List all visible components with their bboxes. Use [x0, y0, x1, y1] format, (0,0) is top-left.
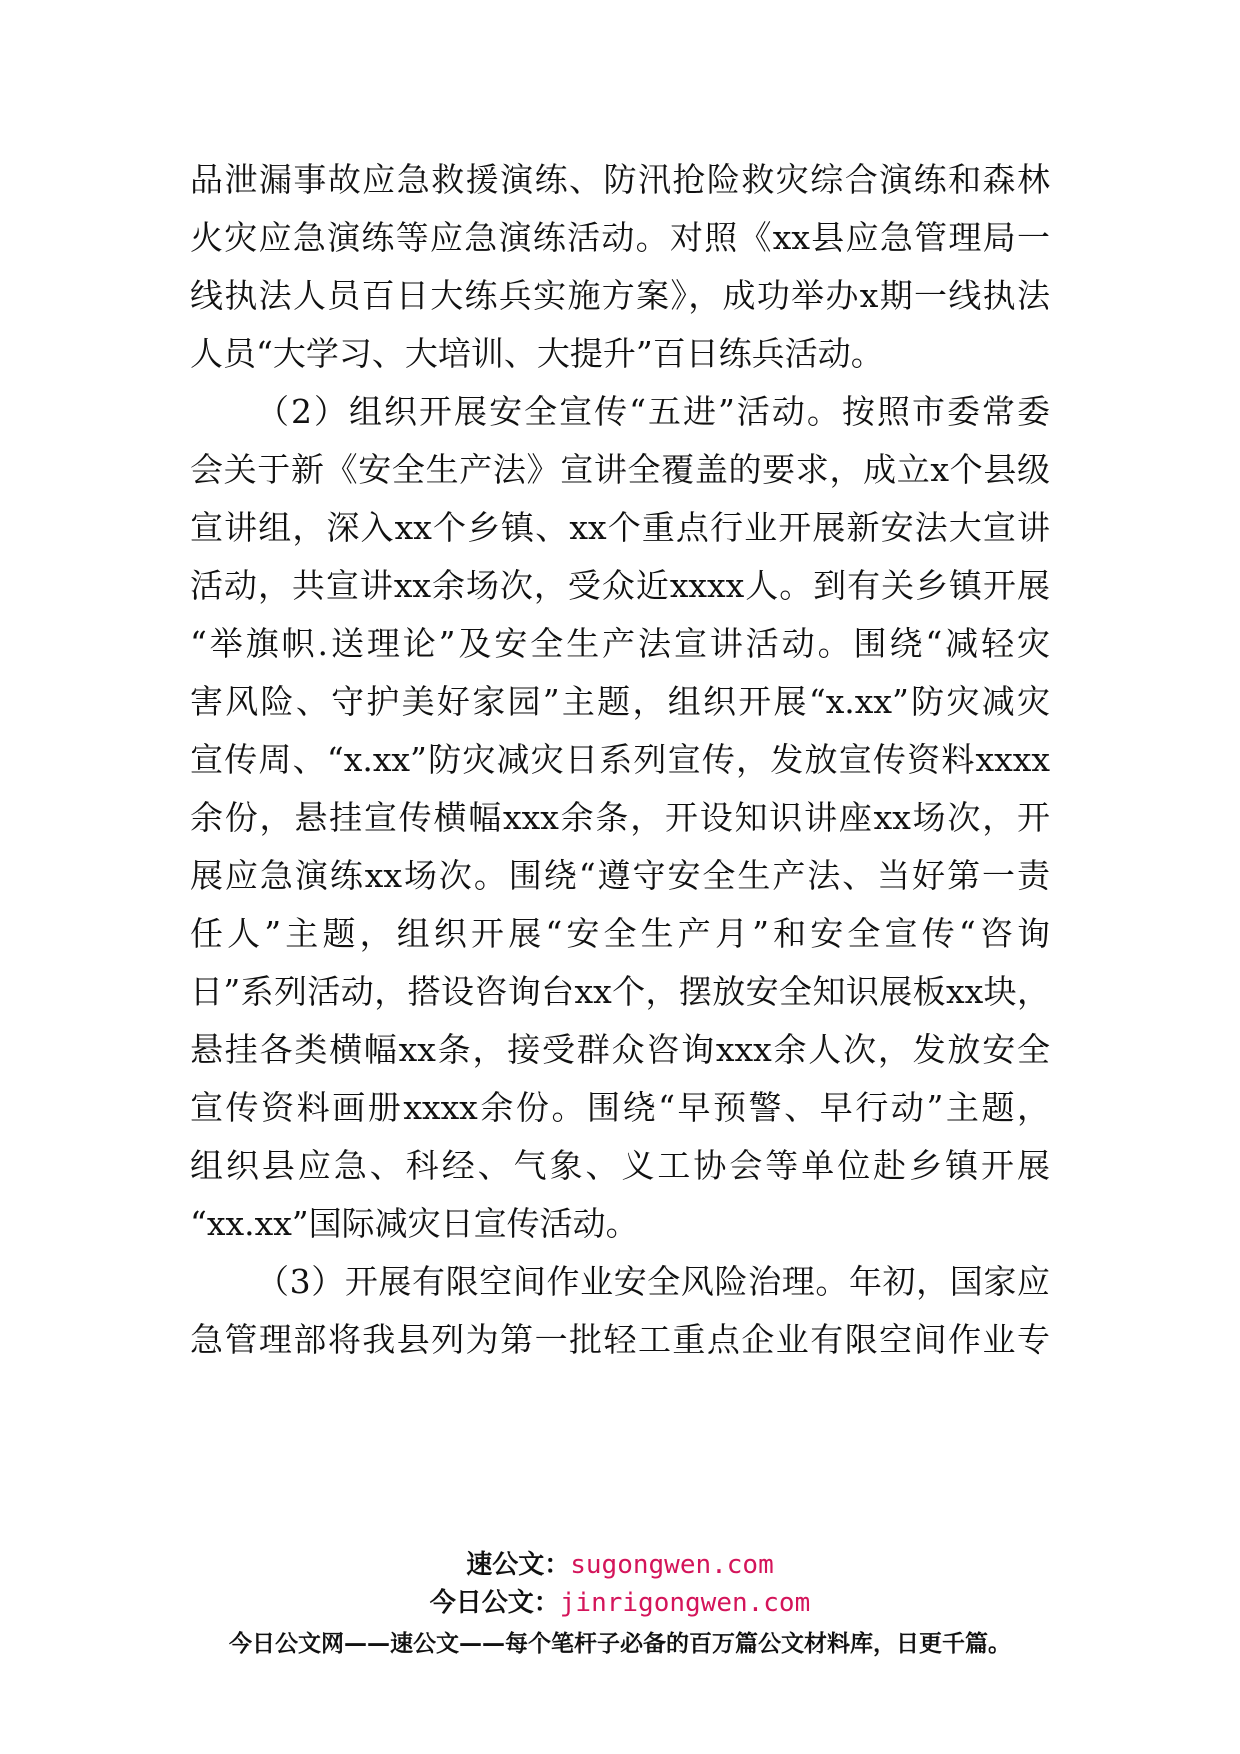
body-line-13: 展应急演练xx场次。围绕“遵守安全生产法、当好第一责 [190, 856, 1050, 895]
body-line-14: 任人”主题，组织开展“安全生产月”和安全宣传“咨询 [190, 914, 1050, 953]
body-line-7: 宣讲组，深入xx个乡镇、xx个重点行业开展新安法大宣讲 [190, 508, 1050, 547]
body-line-19: “xx.xx”国际减灾日宣传活动。 [190, 1204, 639, 1243]
footer-site-jinrigongwen [0, 1586, 1240, 1620]
body-line-6: 会关于新《安全生产法》宣讲全覆盖的要求，成立x个县级 [190, 450, 1050, 489]
footer-site1-label: 速公文： [466, 1550, 571, 1580]
footer-slogan: 今日公文网——速公文——每个笔杆子必备的百万篇公文材料库，日更千篇。 [229, 1631, 1011, 1657]
body-line-4: 人员“大学习、大培训、大提升”百日练兵活动。 [190, 334, 884, 373]
body-line-16: 悬挂各类横幅xx条，接受群众咨询xxx余人次，发放安全 [190, 1030, 1050, 1069]
body-line-10: 害风险、守护美好家园”主题，组织开展“x.xx”防灾减灾 [190, 682, 1050, 721]
footer-site-sugongwen [0, 1548, 1240, 1582]
body-line-17: 宣传资料画册xxxx余份。围绕“早预警、早行动”主题， [190, 1088, 1050, 1127]
footer-site2-link[interactable]: jinrigongwen.com [559, 1588, 811, 1618]
body-line-9: “举旗帜.送理论”及安全生产法宣讲活动。围绕“减轻灾 [190, 624, 1050, 663]
paragraph-2-first-line: （2）组织开展安全宣传“五进”活动。按照市委常委 [256, 392, 1050, 431]
paragraph-3-first-line: （3）开展有限空间作业安全风险治理。年初，国家应 [256, 1262, 1050, 1301]
body-line-15: 日”系列活动，搭设咨询台xx个，摆放安全知识展板xx块， [190, 972, 1050, 1011]
body-line-11: 宣传周、“x.xx”防灾减灾日系列宣传，发放宣传资料xxxx [190, 740, 1050, 779]
body-line-18: 组织县应急、科经、气象、义工协会等单位赴乡镇开展 [190, 1146, 1050, 1185]
body-line-1: 品泄漏事故应急救援演练、防汛抢险救灾综合演练和森林 [190, 160, 1050, 199]
body-line-8: 活动，共宣讲xx余场次，受众近xxxx人。到有关乡镇开展 [190, 566, 1050, 605]
body-line-12: 余份，悬挂宣传横幅xxx余条，开设知识讲座xx场次，开 [190, 798, 1050, 837]
footer-site2-label: 今日公文： [429, 1588, 560, 1618]
footer-site1-link[interactable]: sugongwen.com [570, 1550, 774, 1580]
body-line-21: 急管理部将我县列为第一批轻工重点企业有限空间作业专 [190, 1320, 1050, 1359]
body-line-2: 火灾应急演练等应急演练活动。对照《xx县应急管理局一 [190, 218, 1050, 257]
body-line-3: 线执法人员百日大练兵实施方案》，成功举办x期一线执法 [190, 276, 1050, 315]
